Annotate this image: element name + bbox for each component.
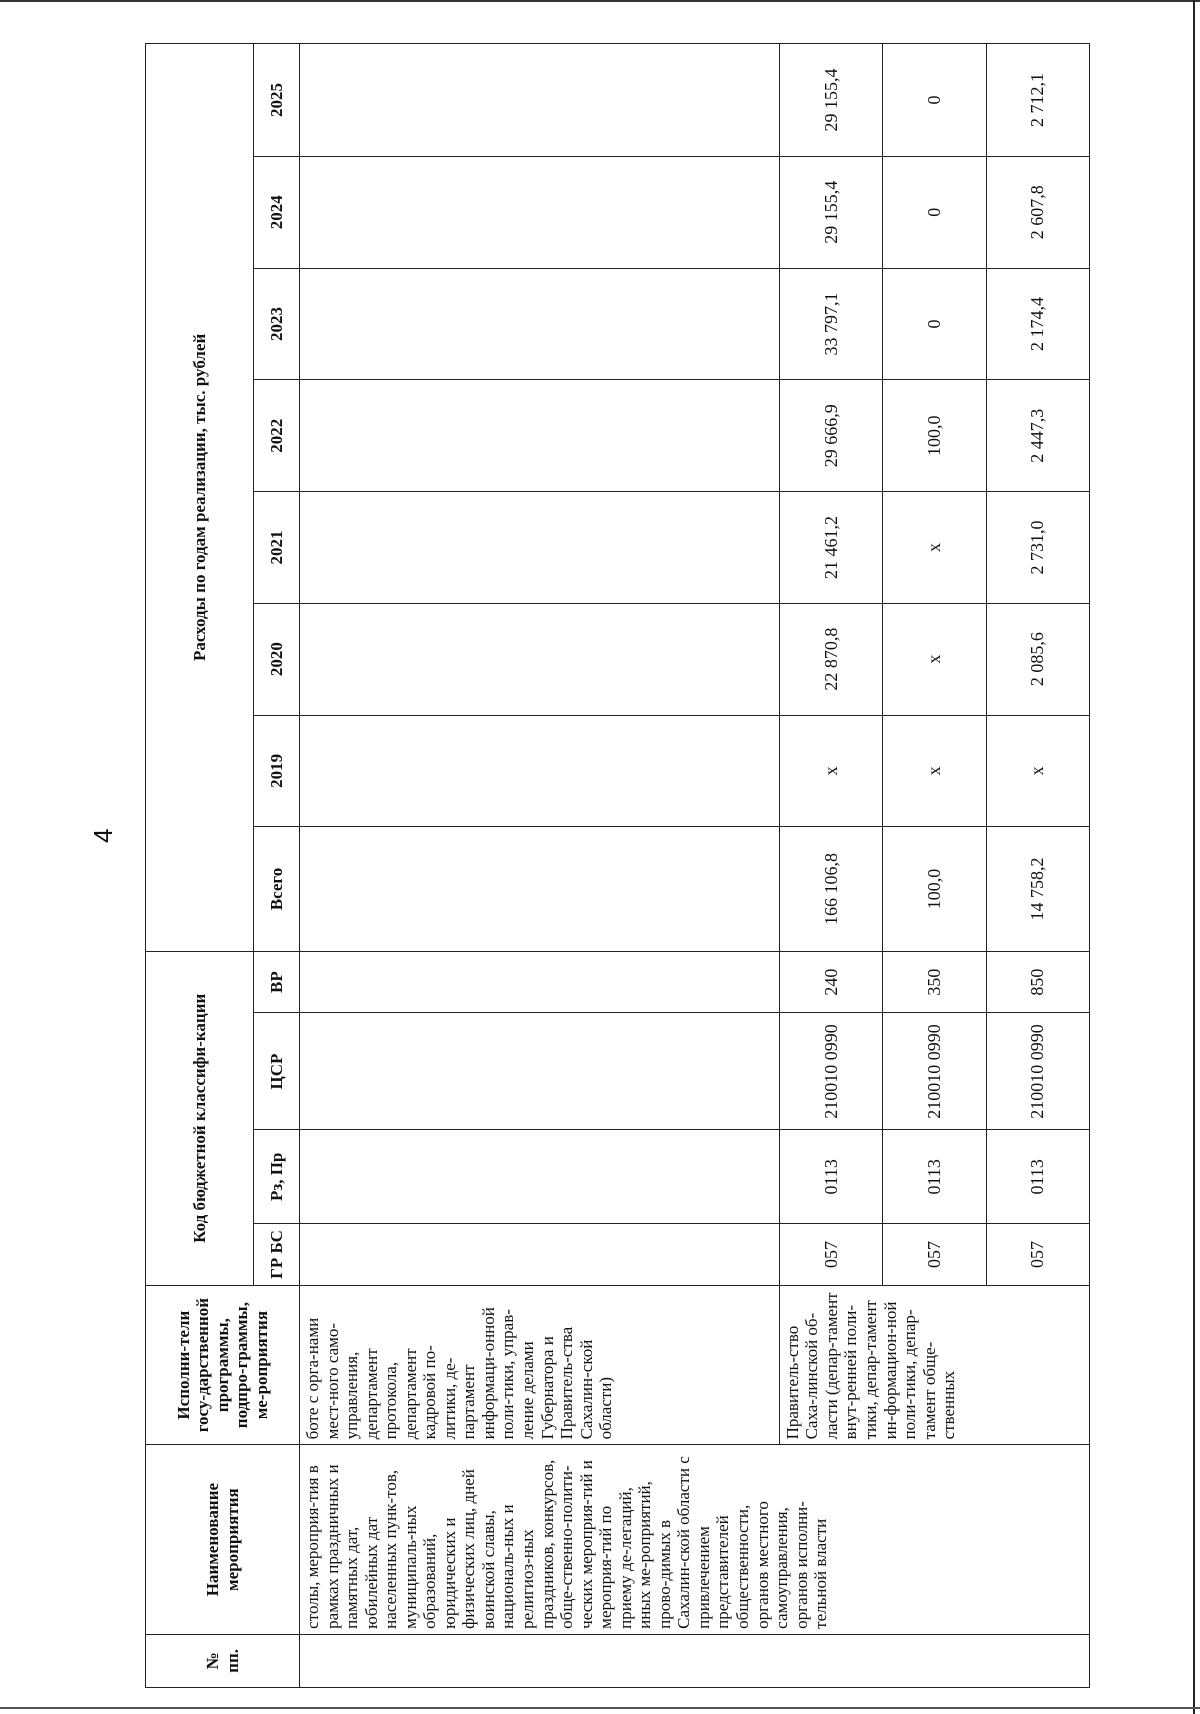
cell-year-value: х [883, 492, 986, 604]
header-year: 2023 [254, 268, 300, 380]
cell-empty [300, 715, 780, 827]
cell-year-value: 2 712,1 [986, 44, 1089, 157]
cell-year-value: 29 155,4 [779, 156, 882, 268]
cell-no [300, 1634, 1090, 1687]
header-year: 2025 [254, 44, 300, 157]
cell-empty [300, 156, 780, 268]
header-year: 2021 [254, 492, 300, 604]
cell-empty [300, 827, 780, 951]
cell-year-value: 29 666,9 [779, 380, 882, 492]
cell-year-value: 22 870,8 [779, 603, 882, 715]
header-grbs: ГР БС [254, 1224, 300, 1286]
scan-edge-bottom [0, 1707, 1200, 1709]
cell-vr: 350 [883, 951, 986, 1013]
cell-empty [300, 1130, 780, 1224]
cell-year-value: 0 [883, 268, 986, 380]
cell-empty [300, 492, 780, 604]
cell-executors: Правитель-ство Саха-линской об-ласти (депар-тамент внут-ренней поли-тики, депар-тамент ин-формацион-ной поли-тики, депар-тамент обще-ственных [779, 1285, 1089, 1445]
cell-vr: 240 [779, 951, 882, 1013]
cell-year-value: 2 174,4 [986, 268, 1089, 380]
cell-total: 166 106,8 [779, 827, 882, 951]
scan-edge-right [1193, 0, 1195, 1714]
table-row-continued [300, 44, 780, 1688]
header-year: 2022 [254, 380, 300, 492]
cell-year-value: 0 [883, 156, 986, 268]
cell-total: 14 758,2 [986, 827, 1089, 951]
header-year: 2020 [254, 603, 300, 715]
cell-year-value: 2 607,8 [986, 156, 1089, 268]
cell-year-value: 2 447,3 [986, 380, 1089, 492]
cell-empty [300, 603, 780, 715]
cell-empty [300, 1224, 780, 1286]
header-rzpr: Рз, Пр [254, 1130, 300, 1224]
cell-csr: 210010 0990 [779, 1013, 882, 1130]
cell-year-value: 0 [883, 44, 986, 157]
cell-year-value: 29 155,4 [779, 44, 882, 157]
cell-empty [300, 951, 780, 1013]
cell-empty [300, 268, 780, 380]
cell-year-value: 2 731,0 [986, 492, 1089, 604]
budget-table [145, 43, 1090, 1688]
cell-year-value: х [779, 715, 882, 827]
cell-empty [300, 1013, 780, 1130]
header-year: 2019 [254, 715, 300, 827]
scan-edge-top [0, 0, 1200, 2]
header-total: Всего [254, 827, 300, 951]
header-budget-code: Код бюджетной классифи-кации [146, 951, 254, 1285]
cell-empty [300, 44, 780, 157]
rotated-table-container [145, 43, 1090, 1688]
header-no: № пп. [146, 1634, 300, 1687]
table-row [779, 44, 882, 1688]
cell-rzpr: 0113 [986, 1130, 1089, 1224]
cell-vr: 850 [986, 951, 1089, 1013]
cell-rzpr: 0113 [883, 1130, 986, 1224]
header-csr: ЦСР [254, 1013, 300, 1130]
header-expenses: Расходы по годам реализации, тыс. рублей [146, 44, 254, 952]
cell-grbs: 057 [883, 1224, 986, 1286]
cell-year-value: х [883, 603, 986, 715]
cell-year-value: 21 461,2 [779, 492, 882, 604]
cell-csr: 210010 0990 [883, 1013, 986, 1130]
cell-grbs: 057 [986, 1224, 1089, 1286]
header-executors: Исполни-тели госу-дарственной программы, подпро-граммы, ме-роприятия [146, 1285, 300, 1445]
cell-year-value: х [883, 715, 986, 827]
cell-year-value: 2 085,6 [986, 603, 1089, 715]
cell-year-value: 33 797,1 [779, 268, 882, 380]
cell-event-name: столы, мероприя-тия в рамках праздничных и памятных дат, юбилейных дат населенных пунк-тов, муниципаль-ных образований, юридических и физических лиц, дней воинской славы, националь-ных и религиоз-ных праздников, конкурсов, обще-ственно-полити-ческих мероприя-тий и мероприя-тий по приему де-легаций, иных ме-роприятий, прово-димых в Сахалин-ской области с привлечением представителей общественности, органов местного самоуправления, органов исполни-тельной власти [300, 1445, 1090, 1634]
header-vr: ВР [254, 951, 300, 1013]
cell-grbs: 057 [779, 1224, 882, 1286]
header-name: Наименование мероприятия [146, 1445, 300, 1634]
header-year: 2024 [254, 156, 300, 268]
cell-csr: 210010 0990 [986, 1013, 1089, 1130]
cell-year-value: 100,0 [883, 380, 986, 492]
cell-year-value: х [986, 715, 1089, 827]
cell-empty [300, 380, 780, 492]
cell-total: 100,0 [883, 827, 986, 951]
page-number: 4 [88, 828, 118, 843]
cell-executors-continued: боте с орга-нами мест-ного само-управления, департамент протокола, департамент кадровой по-литики, де-партамент информаци-онной поли-тики, управ-ление делами Губернатора и Правитель-ства Сахалин-ской области) [300, 1285, 780, 1445]
cell-rzpr: 0113 [779, 1130, 882, 1224]
